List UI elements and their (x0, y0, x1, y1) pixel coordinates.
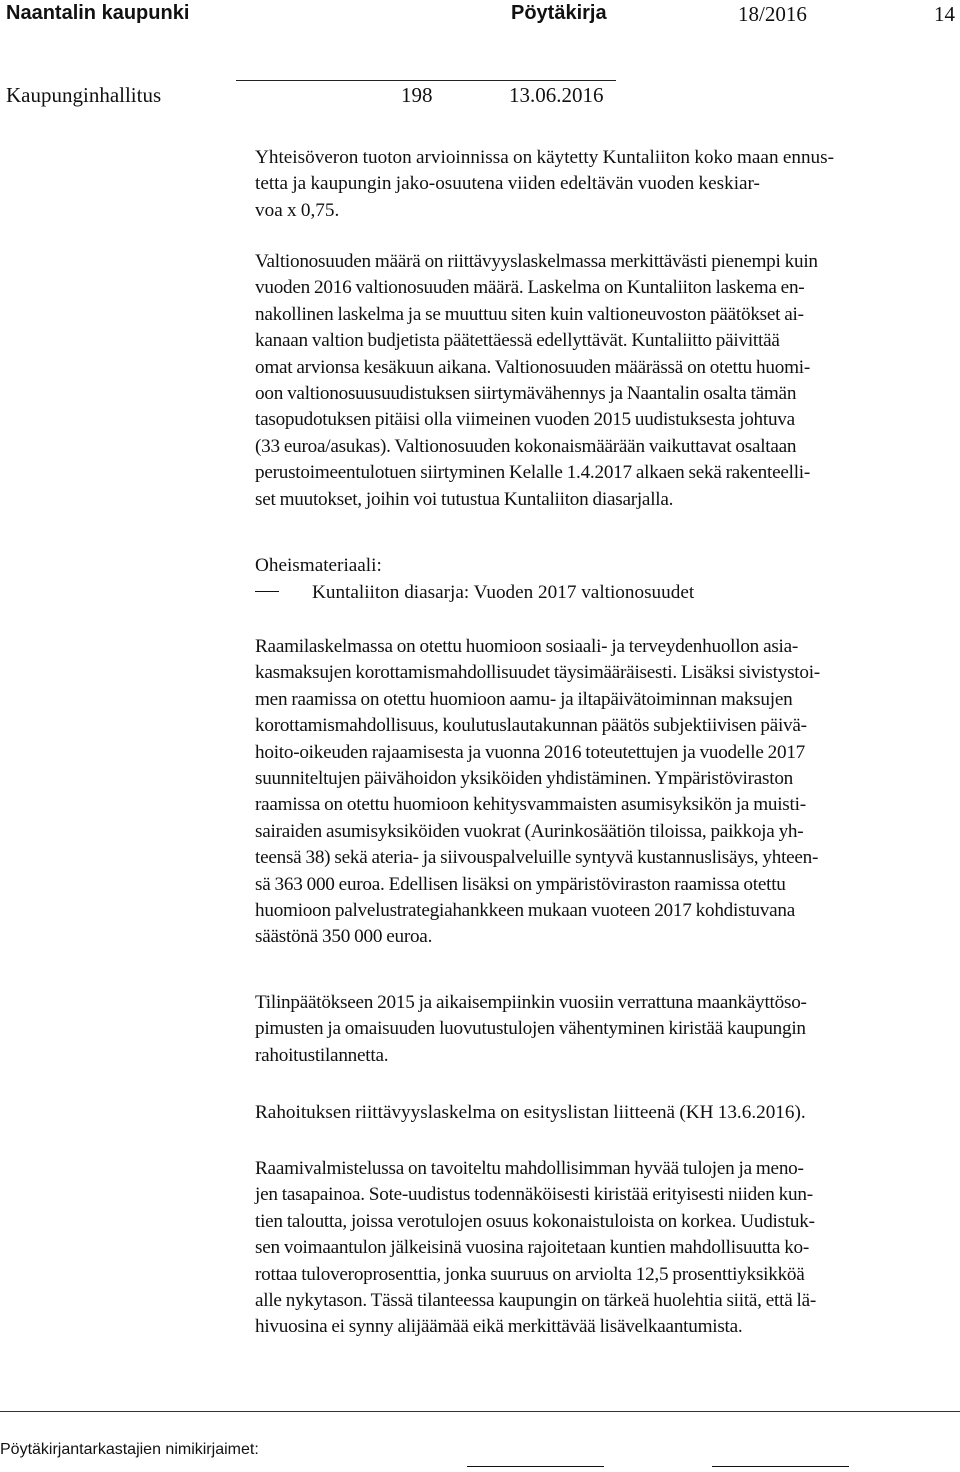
header-doc-type: Pöytäkirja (511, 2, 607, 24)
text-line: huomioon palvelustrategiahankkeen mukaan vuoteen 2017 kohdistuvana (255, 900, 795, 922)
text-line: tien taloutta, joissa verotulojen osuus kokonaistuloista on korkea. Uudistuk- (255, 1210, 815, 1232)
attachment-item-text: Kuntaliiton diasarja: Vuoden 2017 valtionosuudet (312, 582, 695, 603)
text-line: Valtionosuuden määrä on riittävyyslaskelmassa merkittävästi pienempi kuin (255, 251, 818, 272)
text-line: nakollinen laskelma ja se muuttuu siten kuin valtioneuvoston päätökset ai- (255, 303, 804, 325)
text-line: teensä 38) sekä ateria- ja siivouspalveluille syntyvä kustannuslisäys, yhteen- (255, 847, 819, 869)
text-line: sä 363 000 euroa. Edellisen lisäksi on ympäristöviraston raamissa otettu (255, 873, 786, 895)
text-line: rahoitustilannetta. (255, 1044, 389, 1066)
text-line: pimusten ja omaisuuden luovutustulojen vähentyminen kiristää kaupungin (255, 1018, 806, 1040)
paragraph-budget-balance (255, 1156, 955, 1341)
text-line: raamissa on otettu huomioon kehitysvammaisten asumisyksikön ja muisti- (255, 794, 806, 816)
text-line: perustoimeentulotuen siirtyminen Kelalle 1.4.2017 alkaen sekä rakenteelli- (255, 462, 811, 484)
text-line: Raamivalmistelussa on tavoiteltu mahdollisimman hyvää tulojen ja meno- (255, 1158, 804, 1179)
meta-body: Kaupunginhallitus (6, 83, 162, 107)
text-line: kasmaksujen korottamismahdollisuudet täysimääräisesti. Lisäksi sivistystoi- (255, 662, 820, 684)
paragraph-financial-statement (255, 990, 955, 1069)
meta-date: 13.06.2016 (509, 83, 604, 107)
text-line: jen tasapainoa. Sote-uudistus todennäköisesti kiristää erityisesti niiden kun- (255, 1184, 813, 1206)
paragraph-state-subsidy (255, 249, 955, 513)
text-line: suunniteltujen päivähoidon yksiköiden yhdistäminen. Ympäristöviraston (255, 768, 794, 790)
header-page: 14 (934, 2, 955, 26)
text-line: rottaa tuloveroprosenttia, jonka suuruus on arviolta 12,5 prosenttiyksikköä (255, 1263, 805, 1285)
text-line: Raamilaskelmassa on otettu huomioon sosiaali- ja terveydenhuollon asia- (255, 636, 799, 657)
text-line: men raamissa on otettu huomioon aamu- ja iltapäivätoiminnan maksujen (255, 688, 793, 710)
signature-line (712, 1466, 849, 1467)
text-line: Rahoituksen riittävyyslaskelma on esityslistan liitteenä (KH 13.6.2016). (255, 1102, 806, 1123)
text-line: hivuosina ei synny alijäämää eikä merkittävää lisävelkaantumista. (255, 1316, 743, 1338)
signature-line (467, 1466, 604, 1467)
paragraph-tax-revenue (255, 145, 955, 224)
text-line: (33 euroa/asukas). Valtionosuuden kokonaismäärään vaikuttavat osaltaan (255, 435, 797, 457)
paragraph-funding-appendix (255, 1100, 955, 1126)
text-line: Tilinpäätökseen 2015 ja aikaisempiinkin vuosiin verrattuna maankäyttöso- (255, 992, 807, 1013)
text-line: säästönä 350 000 euroa. (255, 926, 433, 948)
text-line: tetta ja kaupungin jako-osuutena viiden edeltävän vuoden keskiar- (255, 173, 760, 195)
text-line: omat arvionsa kesäkuun aikana. Valtionosuuden määrässä on otettu huomi- (255, 356, 810, 378)
text-line: sen voimaantulon jälkeisinä vuosina rajoitetaan kuntien mahdollisuutta ko- (255, 1237, 810, 1259)
text-line: voa x 0,75. (255, 199, 340, 221)
text-line: alle nykytason. Tässä tilanteessa kaupungin on tärkeä huolehtia siitä, että lä- (255, 1290, 817, 1312)
meta-section-no: 198 (401, 83, 433, 107)
text-line: hoito-oikeuden rajaamisesta ja vuonna 2016 toteutettujen ja vuodelle 2017 (255, 741, 806, 763)
text-line: korottamismahdollisuus, koulutuslautakunnan päätös subjektiivisen päivä- (255, 715, 807, 737)
text-line: Yhteisöveron tuoton arvioinnissa on käytetty Kuntaliiton koko maan ennus- (255, 147, 834, 168)
text-line: kanaan valtion budjetista päätettäessä edellyttävät. Kuntaliitto päivittää (255, 330, 780, 352)
paragraph-framework-calc (255, 634, 955, 951)
attachment-item (255, 580, 694, 606)
text-line: sairaiden asumisyksiköiden vuokrat (Aurinkosäätiön tiloissa, paikkoja yh- (255, 820, 804, 842)
header-issue: 18/2016 (738, 2, 807, 26)
text-line: set muutokset, joihin voi tutustua Kuntaliiton diasarjalla. (255, 488, 674, 510)
attachments-heading (255, 553, 955, 579)
signature-label: Pöytäkirjantarkastajien nimikirjaimet: (0, 1441, 259, 1458)
attachments-label: Oheismateriaali: (255, 555, 382, 576)
footer-divider (0, 1411, 960, 1412)
text-line: vuoden 2016 valtionosuuden määrä. Laskelma on Kuntaliiton laskema en- (255, 277, 805, 299)
section-underline (236, 80, 616, 81)
text-line: oon valtionosuusuudistuksen siirtymävähennys ja Naantalin osalta tämän (255, 383, 797, 405)
header-org: Naantalin kaupunki (6, 2, 190, 24)
dash-bullet (255, 591, 279, 592)
text-line: tasopudotuksen pitäisi olla viimeinen vuoden 2015 uudistuksesta johtuva (255, 409, 795, 431)
